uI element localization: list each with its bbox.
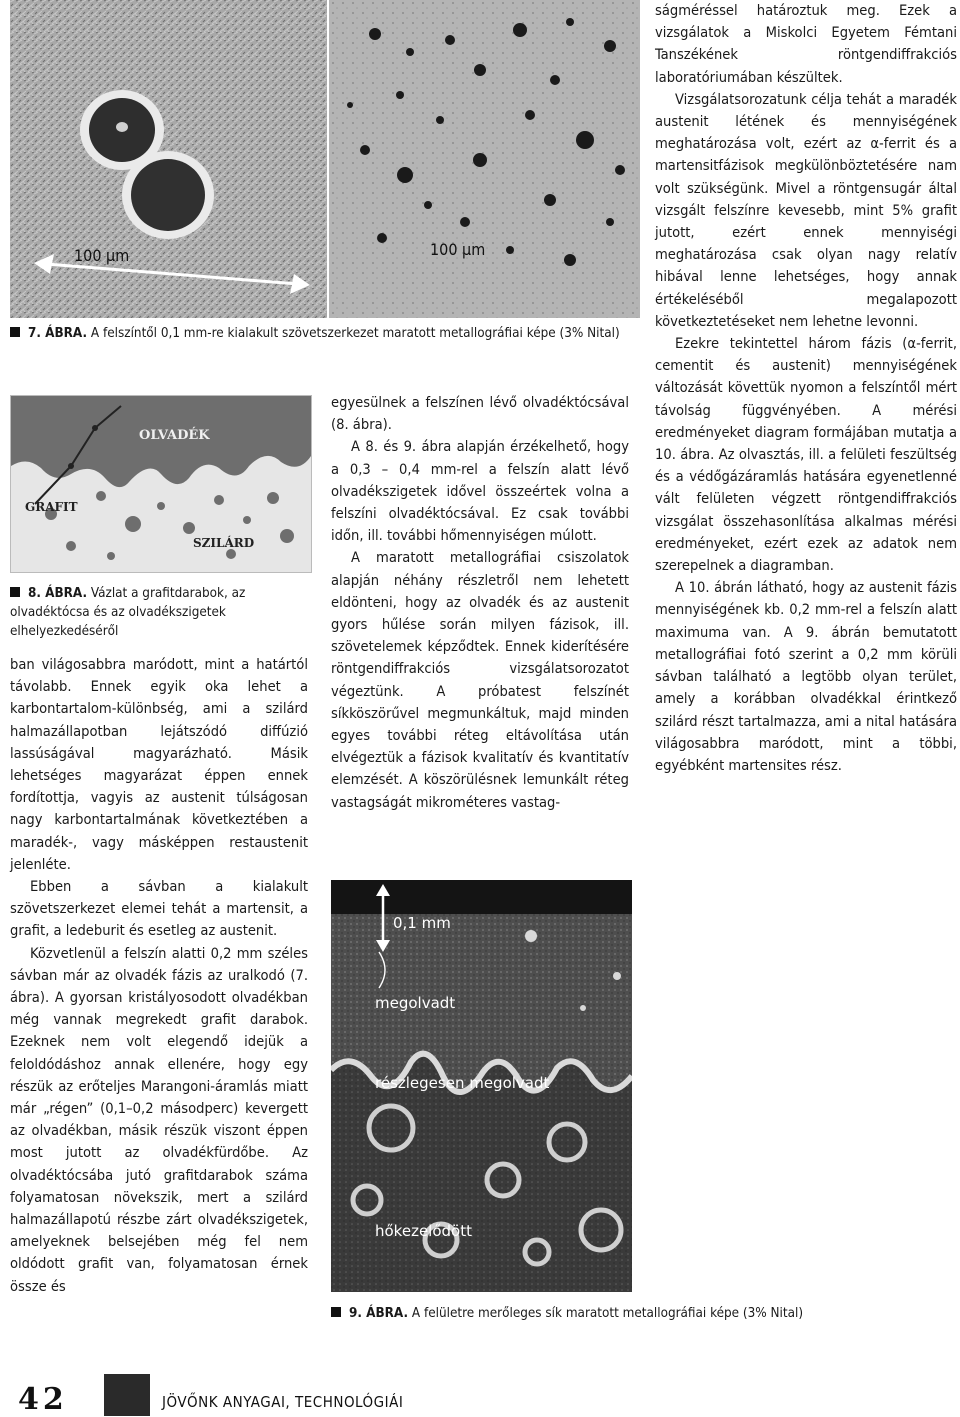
figure-9-caption-text: A felületre merőleges sík maratott metallográfiai képe (3% Nital): [411, 1306, 804, 1321]
figure-8-label-grafit: GRAFIT: [25, 500, 78, 514]
figure-9-label-partial: részlegesen megolvadt: [375, 1074, 550, 1092]
caption-marker: [10, 587, 20, 597]
figure-8-image: [11, 396, 311, 572]
figure-9-caption: [331, 1304, 951, 1323]
column-3-paragraph-2: Vizsgálatsorozatunk célja tehát a maradék austenit létének és mennyiségének meghatározása volt, ezért az α-ferrit és a martensitfázisok megkülönböztetésére nam volt szükségünk. Mivel a röntgensugár által vizsgált felszínre kevesebb, mint 5% grafit jutott, ezért ennek mennyiségi meghatározása csak olyan nagy relatív hibával lenne lehetséges, hogy annak értékeléséből megalapozott következtetéseket nem lehetne levonni.: [655, 90, 957, 330]
figure-9-number: 9. ÁBRA.: [349, 1306, 409, 1321]
figure-9-label-depth: 0,1 mm: [393, 914, 451, 932]
column-2-paragraph-3: A maratott metallográfiai csiszolatok alapján néhány részletről nem lehetett eldönteni, hogy az olvadék és az austenit gyors hűlése során milyen fázisok, ill. szövetelemek képződtek. Ennek kiderítésére röntgendiffrakciós vizsgálatsorozatot végeztünk. A próbatest felszínét síkköszörűvel megmunkáltuk, majd minden egyes további réteg eltávolítása után elvégeztük a fázisok kvalitatív és kvantitatív elemzését. A köszörülésnek lemunkált réteg vastagságát mikrométeres vastag-: [331, 549, 629, 811]
figure-8-caption-text: Vázlat a grafitdarabok, az olvadéktócsa és az olvadékszigetek elhelyezkedéséről: [10, 586, 246, 639]
figure-9-label-melted: megolvadt: [375, 994, 456, 1012]
figure-7-number: 7. ÁBRA.: [28, 326, 88, 341]
column-1-paragraph-3: Közvetlenül a felszín alatti 0,2 mm széles sávban már az olvadék fázis az uralkodó (7. ábra). A gyorsan kristályosodott olvadékban még vannak megrekedt grafit darabok. Ezeknek nem volt elegendő idejük a feloldódáshoz annak ellenére, hogy egy részük az erőteljes Marangoni-áramlás miatt már „régen” (0,1–0,2 másodperc) kevergett az olvadékban, másik részük viszont éppen most jutott az olvadékfürdőbe. Az olvadéktócsába jutó grafitdarabok száma folyamatosan növekszik, mert a szilárd halmazállapotú részbe zárt olvadékszigetek, amelyeknek belsejében még fel nem oldódott grafit van, folyamatosan érnek össze és: [10, 944, 308, 1295]
journal-title: JÖVŐNK ANYAGAI, TECHNOLÓGIÁI: [162, 1393, 404, 1411]
footer-block: [104, 1374, 150, 1416]
column-2-paragraph-1: egyesülnek a felszínen lévő olvadéktócsával (8. ábra).: [331, 394, 629, 434]
figure-7-image: [10, 0, 640, 318]
figure-8-label-olvadek: OLVADÉK: [139, 428, 210, 443]
figure-7-scale-left: 100 µm: [74, 246, 130, 265]
column-2: [331, 392, 629, 814]
figure-7-photo: [10, 0, 640, 318]
column-1: [10, 654, 308, 1298]
column-1-paragraph-2: Ebben a sávban a kialakult szövetszerkezet elemei tehát a martensit, a grafit, a ledeburit és esetleg az austenit.: [10, 878, 308, 940]
caption-marker: [331, 1307, 341, 1317]
figure-8-caption: [10, 584, 310, 641]
column-3-paragraph-3: Ezekre tekintettel három fázis (α-ferrit, cementit és austenit) mennyiségének változását követtük nyomon a felszíntől mért távolság függvényében. A mérési eredményeket diagram formájában mutatja a 10. ábra. Az olvasztás, ill. a felületi feszültség és a védőgázáramlás hatására egyenetlenné vált felületen végzett röntgendiffrakciós vizsgálat összehasonlítása alkalmas mérési eredményeket, ezért ezek az adatok nem szerepelnek a diagramban.: [655, 335, 957, 575]
figure-8-number: 8. ÁBRA.: [28, 586, 88, 601]
figure-9-label-heat: hőkezelődött: [375, 1222, 472, 1240]
column-3: [655, 0, 957, 777]
column-3-paragraph-4: A 10. ábrán látható, hogy az austenit fázis mennyiségének kb. 0,2 mm-rel a felszín alatt maximuma van. A 9. ábrán bemutatott metallográfiai fotó szerint a 0,2 mm körüli sávban található a legtöbb olyan terület, amely a korábban olvadékkal érintkező szilárd részt tartalmazza, ami a nital hatására világosabbra maródott, mint a többi, egyébként martensites rész.: [655, 579, 957, 774]
figure-7-scale-right: 100 µm: [430, 240, 486, 259]
column-3-paragraph-1: ságméréssel határoztuk meg. Ezek a vizsgálatok a Miskolci Egyetem Fémtani Tanszékének röntgendiffrakciós laboratóriumában készültek.: [655, 2, 957, 86]
figure-8-sketch: [10, 395, 312, 573]
figure-8-label-szilard: SZILÁRD: [193, 536, 255, 550]
figure-7-caption: [10, 324, 620, 343]
figure-7-caption-text: A felszíntől 0,1 mm-re kialakult szövetszerkezet maratott metallográfiai képe (3% Nital): [90, 326, 620, 341]
column-1-paragraph-1: ban világosabbra maródott, mint a határtól távolabb. Ennek egyik oka lehet a karbontartalom-különbség, ami a szilárd halmazállapotban lejátszódó diffúzió lassúságával magyarázható. Másik lehetséges magyarázat éppen ennek fordítottja, vagyis az austenit túlságosan nagy karbontartalmának következtében a maradék-, vagy másképpen restaustenit jelenléte.: [10, 656, 308, 873]
figure-9-photo: [331, 880, 632, 1292]
column-2-paragraph-2: A 8. és 9. ábra alapján érzékelhető, hogy a 0,3 – 0,4 mm-rel a felszín alatt lévő olvadékszigetek idővel összeértek volna a felszíni olvadéktócsával. Ez csak további időn, ill. további hőmennyiségen múlott.: [331, 438, 629, 545]
caption-marker: [10, 327, 20, 337]
page-number: 42: [18, 1382, 68, 1417]
